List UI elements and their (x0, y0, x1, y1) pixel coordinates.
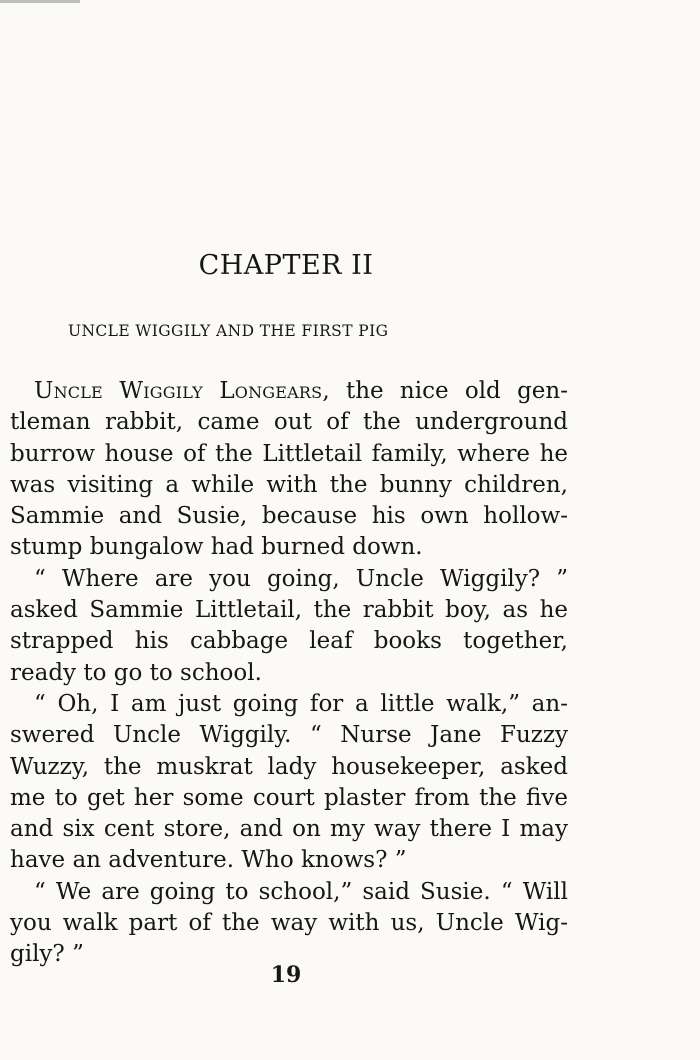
chapter-title: CHAPTER II (198, 250, 374, 281)
chapter-body (10, 376, 568, 971)
paragraph (10, 877, 568, 971)
paragraph-text: , the nice old gentleman rabbit, came out of the underground burrow house of the Littletail family, where he was visiting a while with the bunny children, Sammie and Susie, because his own hollow-stump bungalow had burned down. (10, 378, 568, 561)
page-edge-mark (0, 0, 80, 3)
paragraph-text: “ Where are you going, Uncle Wiggily? ” asked Sammie Littletail, the rabbit boy, as he strapped his cabbage leaf books together, ready to go to school. (10, 565, 568, 686)
paragraph (10, 689, 568, 877)
paragraph (10, 376, 568, 564)
paragraph-text: “ We are going to school,” said Susie. “ Will you walk part of the way with us, Uncle Wiggily? ” (10, 878, 568, 968)
chapter-subtitle: UNCLE WIGGILY AND THE FIRST PIG (68, 322, 389, 340)
paragraph-text: “ Oh, I am just going for a little walk,” answered Uncle Wiggily. “ Nurse Jane Fuzzy Wuzzy, the muskrat lady housekeeper, asked me to get her some court plaster from the five and six cent store, and on my way there I may have an adventure. Who knows? ” (10, 690, 568, 874)
page-number: 19 (270, 962, 302, 988)
paragraph-lead-smallcaps: Uncle Wiggily Longears (34, 378, 323, 404)
paragraph (10, 564, 568, 689)
